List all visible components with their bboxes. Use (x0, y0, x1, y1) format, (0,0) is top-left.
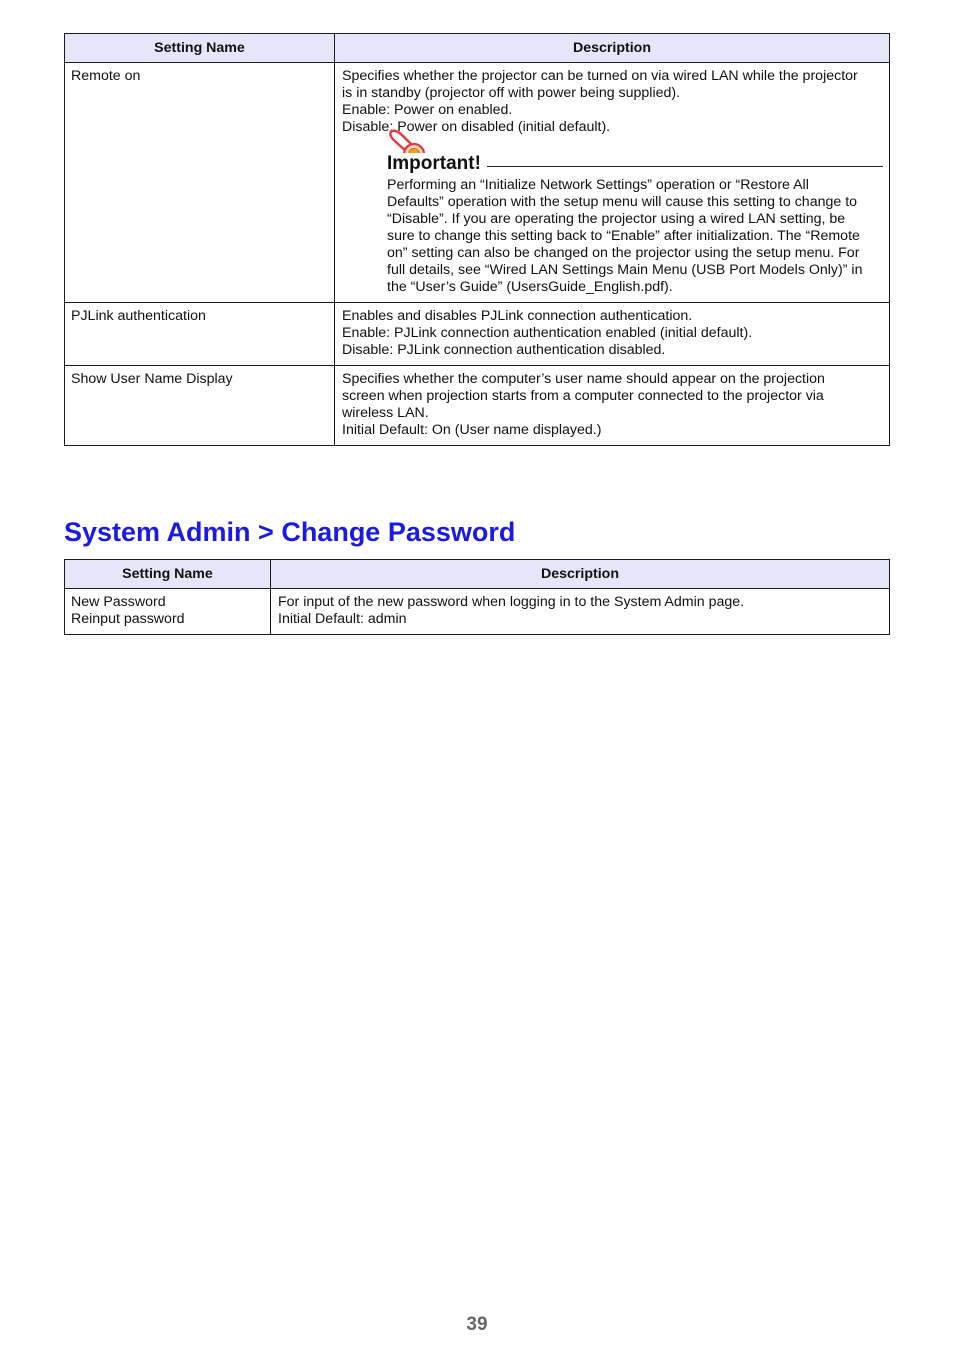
section-heading: System Admin > Change Password (64, 517, 516, 547)
setting-name-cell: PJLink authentication (65, 303, 335, 366)
description-cell (335, 303, 890, 366)
description-line: wireless LAN. (342, 405, 429, 421)
description-line: screen when projection starts from a computer connected to the projector via (342, 388, 824, 404)
description-line: Specifies whether the projector can be turned on via wired LAN while the projector (342, 68, 858, 84)
table-row (65, 303, 890, 366)
description-line: Initial Default: On (User name displayed.) (342, 422, 602, 438)
settings-table-change-password (64, 559, 890, 635)
setting-name-line: Reinput password (71, 611, 185, 627)
setting-name-cell: Show User Name Display (65, 366, 335, 446)
description-line: is in standby (projector off with power being supplied). (342, 85, 681, 101)
description-line: For input of the new password when logging in to the System Admin page. (278, 594, 745, 610)
page-number: 39 (466, 1314, 488, 1335)
important-line: the “User’s Guide” (UsersGuide_English.pdf). (387, 279, 673, 295)
important-line: on” setting can also be changed on the projector using the setup menu. For (387, 245, 860, 261)
description-line: Initial Default: admin (278, 611, 407, 627)
description-line: Enable: Power on enabled. (342, 102, 513, 118)
settings-table-network (64, 33, 890, 446)
important-title: Important! (387, 153, 487, 174)
description-cell (335, 366, 890, 446)
column-header-description: Description (271, 560, 890, 589)
table-header-row (65, 34, 890, 63)
setting-name-cell (65, 589, 271, 635)
description-line: Specifies whether the computer’s user name should appear on the projection (342, 371, 825, 387)
setting-name-cell: Remote on (65, 63, 335, 303)
column-header-description: Description (335, 34, 890, 63)
important-body (387, 177, 883, 296)
important-note (342, 153, 883, 296)
table-row (65, 63, 890, 303)
important-line: full details, see “Wired LAN Settings Main Menu (USB Port Models Only)” in (387, 262, 863, 278)
table-header-row (65, 560, 890, 589)
column-header-setting-name: Setting Name (65, 34, 335, 63)
description-cell (271, 589, 890, 635)
important-header (387, 153, 883, 175)
description-line: Enable: PJLink connection authentication enabled (initial default). (342, 325, 753, 341)
description-line: Disable: Power on disabled (initial default). (342, 119, 611, 135)
description-line: Disable: PJLink connection authentication disabled. (342, 342, 666, 358)
setting-name-line: New Password (71, 594, 166, 610)
description-line: Enables and disables PJLink connection authentication. (342, 308, 693, 324)
important-line: Defaults” operation with the setup menu will cause this setting to change to (387, 194, 858, 210)
column-header-setting-name: Setting Name (65, 560, 271, 589)
table-row (65, 366, 890, 446)
important-line: sure to change this setting back to “Enable” after initialization. The “Remote (387, 228, 860, 244)
important-line: Performing an “Initialize Network Settings” operation or “Restore All (387, 177, 809, 193)
important-line: “Disable”. If you are operating the projector using a wired LAN setting, be (387, 211, 846, 227)
description-cell (335, 63, 890, 303)
table-row (65, 589, 890, 635)
